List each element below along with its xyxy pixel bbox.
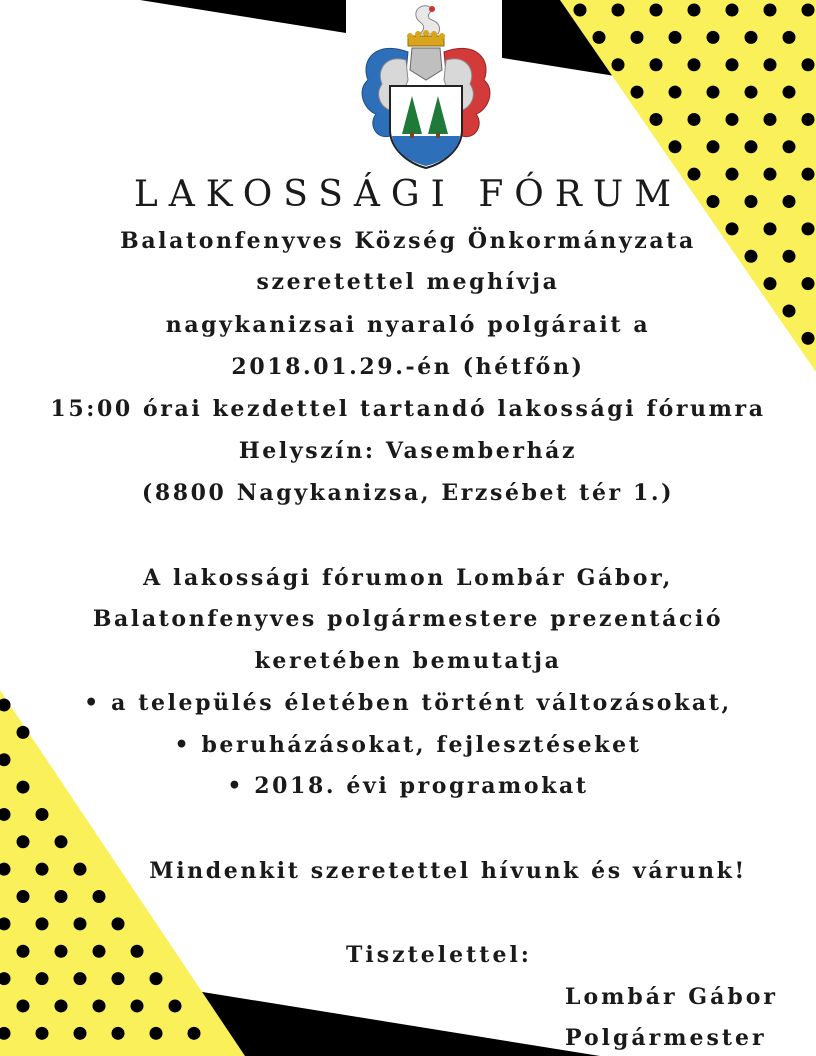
polka-dot — [783, 86, 796, 99]
polka-dot — [131, 945, 144, 958]
polka-dot — [93, 945, 106, 958]
polka-dot — [36, 972, 49, 985]
polka-dot — [764, 58, 777, 71]
polka-dot — [650, 4, 663, 17]
polka-dot — [802, 58, 815, 71]
polka-dot — [55, 999, 68, 1012]
polka-dot — [112, 917, 125, 930]
polka-dot — [650, 113, 663, 126]
polka-dot — [802, 4, 815, 17]
event-date: 2018.01.29.-én (hétfőn) — [231, 354, 585, 380]
polka-dot — [669, 86, 682, 99]
presentation-line-2: Balatonfenyves polgármestere prezentáció — [92, 606, 724, 632]
signature-role: Polgármester — [565, 1025, 767, 1051]
polka-dot — [112, 1027, 125, 1040]
polka-dot — [74, 917, 87, 930]
polka-dot — [169, 999, 182, 1012]
event-venue: Helyszín: Vasemberház — [238, 438, 578, 464]
polka-dot — [74, 972, 87, 985]
polka-dot — [726, 58, 739, 71]
polka-dot — [745, 31, 758, 44]
bullet-item-2: • beruházásokat, fejlesztéseket — [0, 732, 816, 758]
invitation-line-2: szeretettel meghívja — [256, 269, 560, 295]
polka-dot — [650, 58, 663, 71]
polka-dot — [783, 31, 796, 44]
polka-dot — [688, 113, 701, 126]
polka-dot — [707, 86, 720, 99]
polka-dot — [131, 999, 144, 1012]
bottom-black-stripe — [190, 990, 600, 1056]
polka-dot — [612, 4, 625, 17]
polka-dot — [17, 945, 30, 958]
polka-dot — [631, 86, 644, 99]
event-address: (8800 Nagykanizsa, Erzsébet tér 1.) — [141, 480, 675, 506]
polka-dot — [188, 1027, 201, 1040]
polka-dot — [802, 113, 815, 126]
event-time: 15:00 órai kezdettel tartandó lakossági fórumra — [50, 396, 766, 422]
page-title: LAKOSSÁGI FÓRUM — [133, 174, 683, 215]
polka-dot — [764, 113, 777, 126]
polka-dot — [574, 4, 587, 17]
polka-dot — [150, 1027, 163, 1040]
polka-dot — [55, 835, 68, 848]
polka-dot — [745, 86, 758, 99]
polka-dot — [93, 890, 106, 903]
polka-dot — [112, 972, 125, 985]
polka-dot — [612, 58, 625, 71]
polka-dot — [688, 58, 701, 71]
polka-dot — [593, 31, 606, 44]
polka-dot — [55, 945, 68, 958]
polka-dot — [726, 4, 739, 17]
polka-dot — [745, 140, 758, 153]
polka-dot — [707, 31, 720, 44]
polka-dot — [36, 808, 49, 821]
polka-dot — [17, 999, 30, 1012]
polka-dot — [669, 140, 682, 153]
polka-dot — [726, 113, 739, 126]
polka-dot — [631, 31, 644, 44]
invitation-line-3: nagykanizsai nyaraló polgárait a — [165, 312, 651, 338]
presentation-line-1: A lakossági fórumon Lombár Gábor, — [143, 565, 673, 591]
closing-message: Mindenkit szeretettel hívunk és várunk! — [149, 858, 747, 884]
polka-dot — [36, 1027, 49, 1040]
polka-dot — [17, 835, 30, 848]
polka-dot — [669, 31, 682, 44]
polka-dot — [764, 4, 777, 17]
polka-dot — [36, 917, 49, 930]
bullet-item-1: • a település életében történt változásokat, — [0, 690, 816, 716]
signature-name: Lombár Gábor — [565, 984, 778, 1010]
presentation-line-3: keretében bemutatja — [254, 648, 562, 674]
polka-dot — [150, 972, 163, 985]
polka-dot — [74, 1027, 87, 1040]
signature-greeting: Tisztelettel: — [346, 942, 532, 968]
invitation-line-1: Balatonfenyves Község Önkormányzata — [120, 228, 696, 254]
polka-dot — [688, 4, 701, 17]
polka-dot — [783, 140, 796, 153]
polka-dot — [17, 890, 30, 903]
polka-dot — [55, 890, 68, 903]
coat-of-arms-icon — [346, 0, 502, 170]
bullet-item-3: • 2018. évi programokat — [0, 773, 816, 799]
polka-dot — [93, 999, 106, 1012]
polka-dot — [707, 140, 720, 153]
